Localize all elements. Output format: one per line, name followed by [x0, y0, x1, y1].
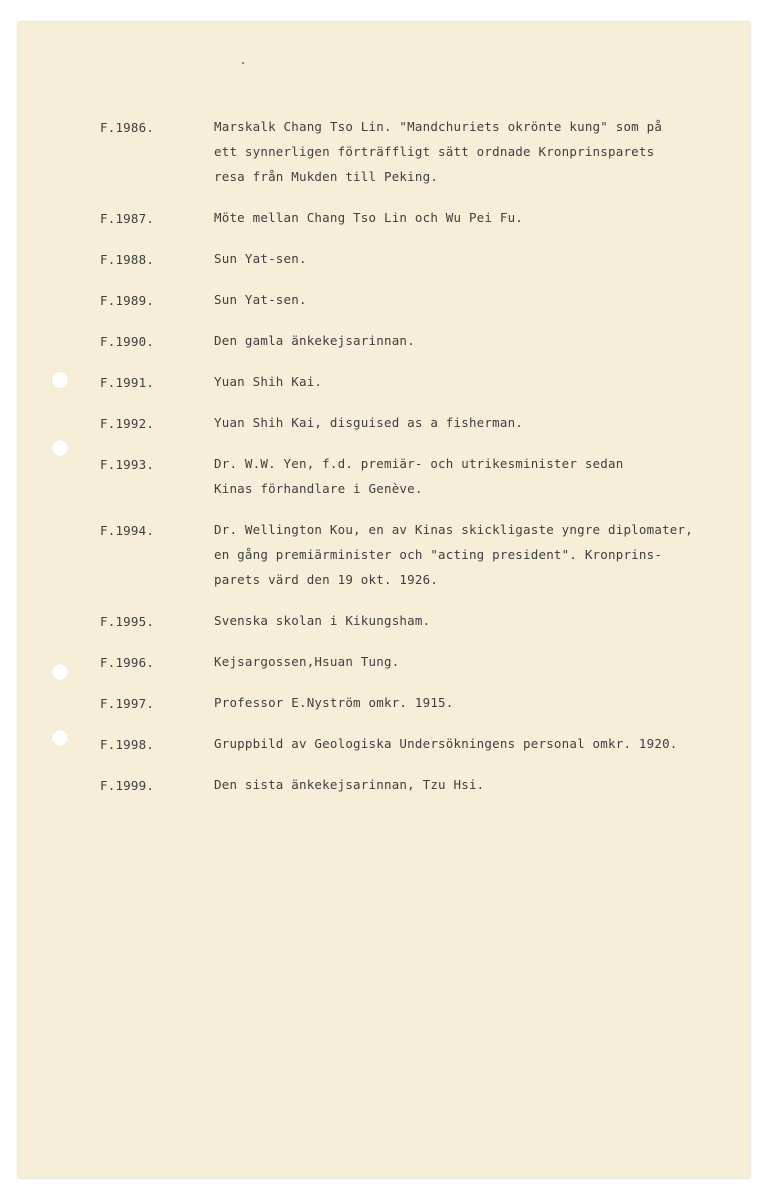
caption: [214, 731, 740, 756]
caption-line: Professor E.Nyström omkr. 1915.: [214, 695, 454, 710]
photo-number: F.1996.: [100, 655, 155, 670]
caption-line: Den gamla änkekejsarinnan.: [214, 333, 415, 348]
caption: [214, 246, 740, 271]
caption: [214, 328, 740, 353]
caption-line: Dr. W.W. Yen, f.d. premiär- och utrikesminister sedan: [214, 456, 624, 471]
caption-line: Marskalk Chang Tso Lin. "Mandchuriets okrönte kung" som på: [214, 119, 663, 134]
caption-line: en gång premiärminister och "acting president". Kronprins-: [214, 547, 663, 562]
caption: [214, 690, 740, 715]
list-item: [100, 649, 740, 674]
caption: [214, 410, 740, 435]
photo-number: F.1986.: [100, 120, 155, 135]
list-item: [100, 608, 740, 633]
list-item: [100, 451, 740, 501]
caption: [214, 369, 740, 394]
photo-number: F.1988.: [100, 252, 155, 267]
caption: [214, 608, 740, 633]
caption: [214, 517, 740, 592]
photo-number: F.1993.: [100, 457, 155, 472]
list-item: [100, 287, 740, 312]
caption-line: Sun Yat-sen.: [214, 251, 307, 266]
caption: [214, 451, 740, 501]
list-item: [100, 772, 740, 797]
list-item: [100, 205, 740, 230]
photo-number: F.1998.: [100, 737, 155, 752]
caption-line: resa från Mukden till Peking.: [214, 169, 439, 184]
photo-number: F.1991.: [100, 375, 155, 390]
punch-hole: [52, 440, 68, 456]
list-item: [100, 410, 740, 435]
caption-line: Kinas förhandlare i Genève.: [214, 481, 423, 496]
caption-line: Den sista änkekejsarinnan, Tzu Hsi.: [214, 777, 485, 792]
list-item: [100, 246, 740, 271]
punch-hole: [52, 730, 68, 746]
photo-caption-list: [100, 114, 740, 813]
caption-line: Yuan Shih Kai, disguised as a fisherman.: [214, 415, 524, 430]
list-item: [100, 328, 740, 353]
list-item: [100, 369, 740, 394]
caption: [214, 649, 740, 674]
punch-hole: [52, 372, 68, 388]
caption: [214, 772, 740, 797]
photo-number: F.1995.: [100, 614, 155, 629]
document-page: [18, 22, 750, 1178]
caption-line: Dr. Wellington Kou, en av Kinas skickligaste yngre diplomater,: [214, 522, 693, 537]
list-item: [100, 731, 740, 756]
caption-line: Kejsargossen,Hsuan Tung.: [214, 654, 400, 669]
caption-line: Svenska skolan i Kikungsham.: [214, 613, 431, 628]
punch-hole: [52, 664, 68, 680]
caption-line: Gruppbild av Geologiska Undersökningens personal omkr. 1920.: [214, 736, 678, 751]
caption-line: Yuan Shih Kai.: [214, 374, 323, 389]
caption-line: Möte mellan Chang Tso Lin och Wu Pei Fu.: [214, 210, 524, 225]
caption: [214, 287, 740, 312]
photo-number: F.1994.: [100, 523, 155, 538]
ink-dot: [242, 62, 244, 64]
caption: [214, 114, 740, 189]
list-item: [100, 690, 740, 715]
photo-number: F.1987.: [100, 211, 155, 226]
photo-number: F.1999.: [100, 778, 155, 793]
photo-number: F.1989.: [100, 293, 155, 308]
caption: [214, 205, 740, 230]
photo-number: F.1992.: [100, 416, 155, 431]
list-item: [100, 517, 740, 592]
photo-number: F.1997.: [100, 696, 155, 711]
caption-line: Sun Yat-sen.: [214, 292, 307, 307]
caption-line: ett synnerligen förträffligt sätt ordnade Kronprinsparets: [214, 144, 655, 159]
photo-number: F.1990.: [100, 334, 155, 349]
list-item: [100, 114, 740, 189]
caption-line: parets värd den 19 okt. 1926.: [214, 572, 439, 587]
